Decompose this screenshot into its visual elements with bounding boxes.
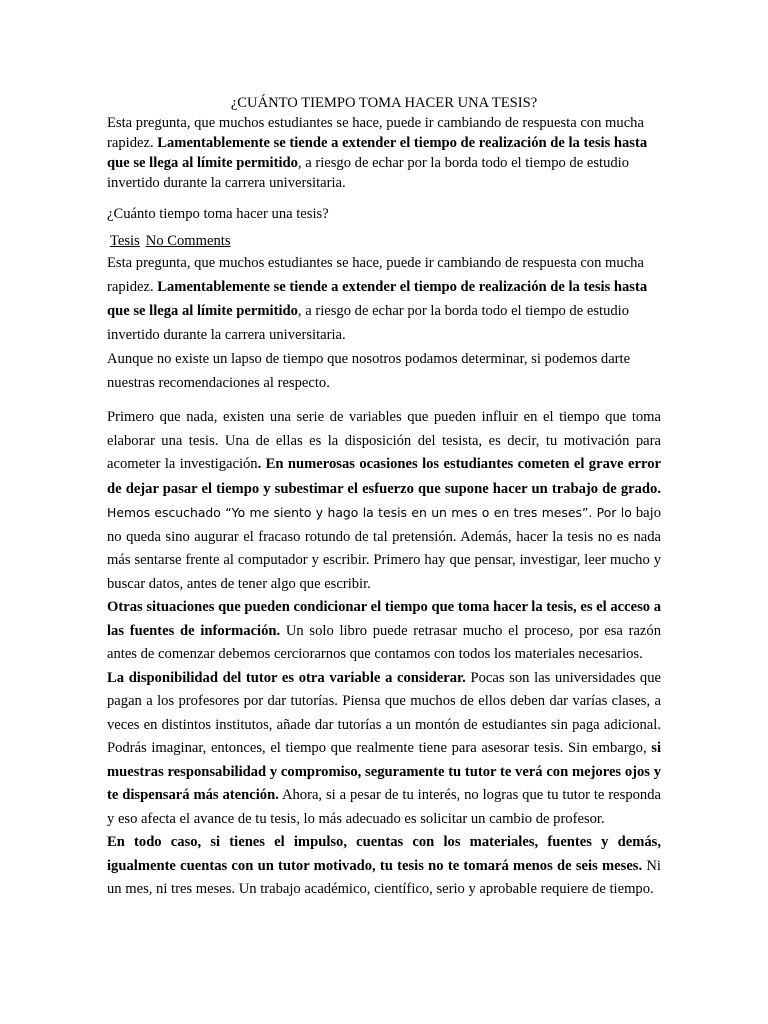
intro-paragraph [107,113,661,193]
tutor-text-2: Ahora, si a pesar de tu interés, no logras que tu tutor te responda y eso afecta el avance de tu tesis, lo más adecuado es solicitar un cambio de profesor. [107,787,662,827]
final-text-1: Ni un mes, ni tres meses. Un trabajo académico, científico, serio y aprobable requiere de tiempo. [107,857,661,897]
subtitle: ¿Cuánto tiempo toma hacer una tesis? [107,206,329,222]
document-page [107,93,661,902]
tutor-bold-2: si muestras responsabilidad y compromiso, seguramente tu tutor te verá con mejores ojos y te dispensará más atención. [107,740,661,803]
post-meta [107,231,661,251]
otras-bold-1: Otras situaciones que pueden condicionar el tiempo que toma hacer la tesis, es el acceso a las fuentes de información. [107,599,661,639]
primero-quote: Hemos escuchado “Yo me siento y hago la tesis en un mes o en tres meses”. Por lo [107,505,632,520]
primero-paragraph [107,406,661,596]
tutor-bold-1: La disponibilidad del tutor es otra variable a considerar. [107,669,466,686]
body-intro-text-2: , a riesgo de echar por la borda todo el tiempo de estudio invertido durante la carrera universitaria. [107,303,630,343]
otras-paragraph [107,596,661,667]
comments-link[interactable]: No Comments [145,233,231,249]
intro-text-2: , a riesgo de echar por la borda todo el tiempo de estudio invertido durante la carrera universitaria. [107,155,630,191]
body-intro-paragraph [107,251,661,347]
final-bold-1: En todo caso, si tienes el impulso, cuentas con los materiales, fuentes y demás, igualmente cuentas con un tutor motivado, tu tesis no te tomará menos de seis meses. [107,834,661,874]
primero-bold-1: . En numerosas ocasiones los estudiantes cometen el grave error de dejar pasar el tiempo y subestimar el esfuerzo que supone hacer un trabajo de grado. [107,456,661,497]
aunque-paragraph: Aunque no existe un lapso de tiempo que nosotros podamos determinar, si podemos darte nuestras recomendaciones al respecto. [107,351,631,391]
primero-text-1: Primero que nada, existen una serie de variables que pueden influir en el tiempo que toma elaborar una tesis. Una de ellas es la disposición del tesista, es decir, tu motivación para acometer la investigación [107,409,661,472]
tutor-paragraph [107,667,661,832]
final-paragraph [107,831,661,902]
body-intro-bold-1: Lamentablemente se tiende a extender el tiempo de realización de la tesis hasta que se llega al límite permitido [107,279,648,319]
intro-bold-1: Lamentablemente se tiende a extender el tiempo de realización de la tesis hasta que se llega al límite permitido [107,135,648,171]
document-title: ¿CUÁNTO TIEMPO TOMA HACER UNA TESIS? [230,95,538,111]
category-link[interactable]: Tesis [110,233,140,249]
tutor-text-1: Pocas son las universidades que pagan a los profesores por dar tutorías. Piensa que muchos de ellos deben dar varías clases, a veces en distintos institutos, añade dar tutorías a un montón de estudiantes sin paga adicional. Podrás imaginar, entonces, el tiempo que realmente tiene para asesorar tesis. Sin embargo, [107,669,661,756]
intro-text-1: Esta pregunta, que muchos estudiantes se hace, puede ir cambiando de respuesta con mucha rapidez. [107,115,644,151]
primero-text-2: bajo no queda sino augurar el fracaso rotundo de tal pretensión. Además, hacer la tesis no es nada más sentarse frente al computador y escribir. Primero hay que pensar, investigar, leer mucho y buscar datos, antes de tener algo que escribir. [107,505,662,592]
otras-text-1: Un solo libro puede retrasar mucho el proceso, por esa razón antes de comenzar debemos cerciorarnos que contamos con todos los materiales necesarios. [107,622,661,662]
body-intro-text-1: Esta pregunta, que muchos estudiantes se hace, puede ir cambiando de respuesta con mucha rapidez. [107,255,644,295]
